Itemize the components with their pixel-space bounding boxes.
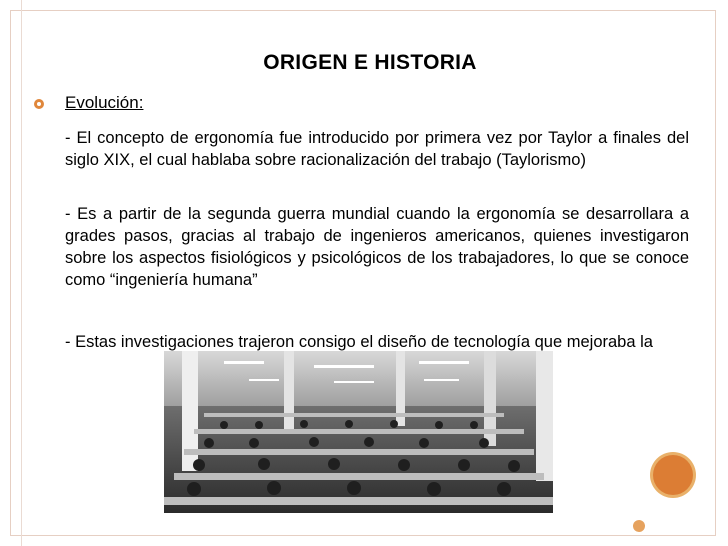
decorative-circle-small [633,520,645,532]
decorative-vertical-line [21,0,22,546]
slide-title: ORIGEN E HISTORIA [263,51,477,74]
paragraph-2: - Es a partir de la segunda guerra mundial cuando la ergonomía se desarrollara a grades pasos, gracias al trabajo de ingenieros americanos, quienes investigaron sobre los aspectos fisiológicos y psicológicos de los trabajadores, lo que se conoce como “ingeniería humana” [65,205,689,289]
bullet-label: Evolución: [65,93,144,112]
bullet-circle-icon [34,99,44,109]
office-photo [164,351,553,513]
paragraph-3: - Estas investigaciones trajeron consigo el diseño de tecnología que mejoraba la [65,333,653,351]
paragraph-1: - El concepto de ergonomía fue introducido por primera vez por Taylor a finales del siglo XIX, el cual hablaba sobre racionalización del trabajo (Taylorismo) [65,129,689,169]
decorative-circle-inner [653,455,693,495]
office-photo-graphic [164,351,553,513]
